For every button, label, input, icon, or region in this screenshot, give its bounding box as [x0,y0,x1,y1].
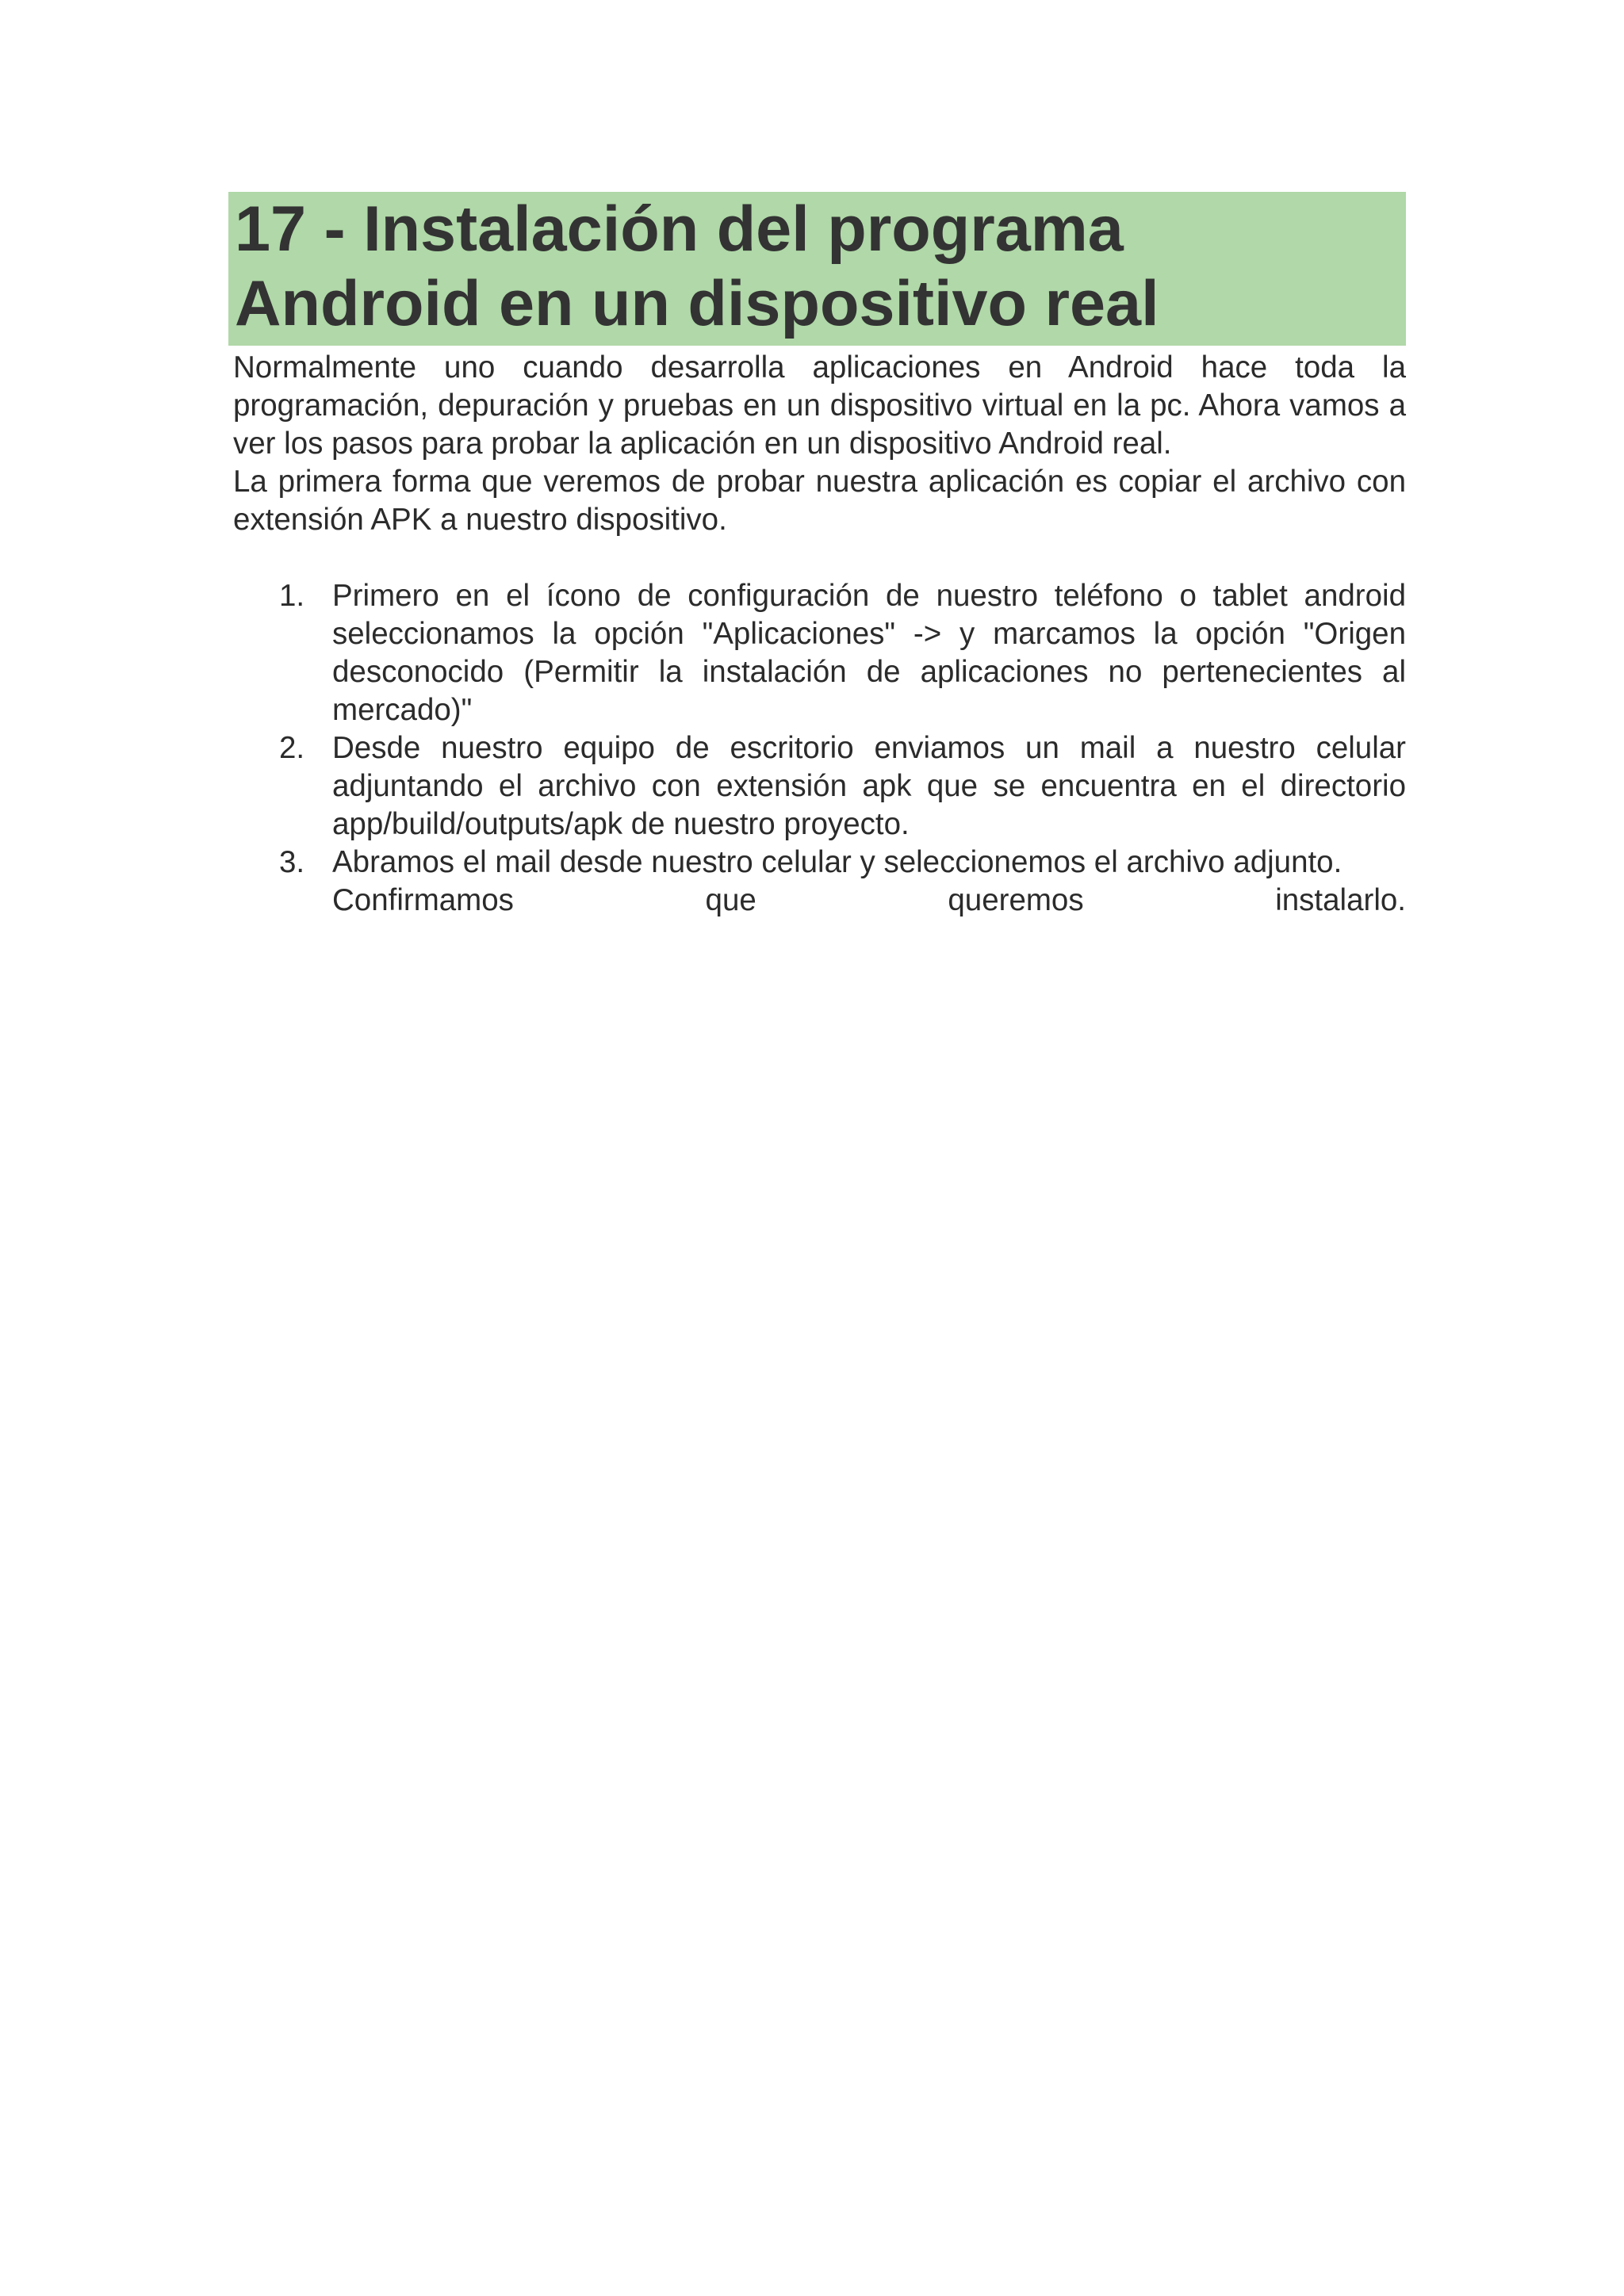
page-title-line-1: 17 - Instalación del programa [235,193,1124,265]
list-item-step-1 [233,577,1406,729]
page-title-block [228,192,1406,346]
step-text: Abramos el mail desde nuestro celular y seleccionemos el archivo adjunto. [332,845,1342,879]
document-page [228,192,1406,920]
paragraph-spacer [233,539,1406,577]
step-number: 2. [279,731,305,765]
step-text: Desde nuestro equipo de escritorio enviamos un mail a nuestro celular adjuntando el archivo con extensión apk que se encuentra en el directorio app/build/outputs/apk de nuestro proyecto. [332,731,1406,841]
method-paragraph: La primera forma que veremos de probar nuestra aplicación es copiar el archivo con extensión APK a nuestro dispositivo. [233,465,1406,537]
intro-paragraph: Normalmente uno cuando desarrolla aplicaciones en Android hace toda la programación, depuración y pruebas en un dispositivo virtual en la pc. Ahora vamos a ver los pasos para probar la aplicación en un dispositivo Android real. [233,350,1406,461]
step-number: 3. [279,845,305,879]
step-number: 1. [279,579,305,613]
step-text: Primero en el ícono de configuración de nuestro teléfono o tablet android seleccionamos la opción "Aplicaciones" -> y marcamos la opción "Origen desconocido (Permitir la instalación de aplicaciones no pertenecientes al mercado)" [332,579,1406,727]
list-item-step-3 [233,844,1406,920]
list-item-step-2 [233,729,1406,844]
page-title-line-2: Android en un dispositivo real [235,268,1159,339]
steps-list [233,577,1406,920]
step-text-last-line: Confirmamos que queremos instalarlo. [332,883,1406,917]
document-body [228,349,1406,920]
